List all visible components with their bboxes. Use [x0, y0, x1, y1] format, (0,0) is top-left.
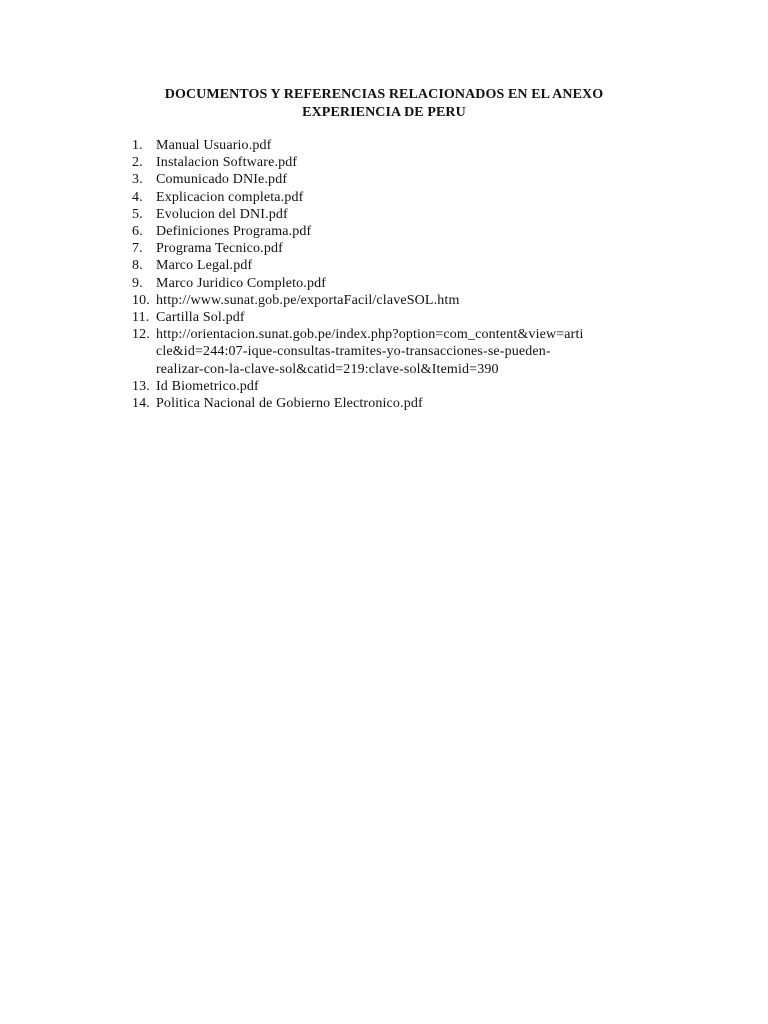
- list-item: [132, 378, 692, 395]
- item-number: 14.: [132, 396, 150, 412]
- item-text: Id Biometrico.pdf: [156, 378, 259, 394]
- item-url-link[interactable]: http://www.sunat.gob.pe/exportaFacil/claveSOL.htm: [156, 292, 460, 308]
- item-number: 1.: [132, 138, 143, 153]
- list-item: [132, 137, 692, 154]
- list-item: [132, 309, 692, 326]
- item-number: 13.: [132, 378, 150, 394]
- list-item: [132, 240, 692, 257]
- document-title: [100, 86, 668, 122]
- item-text: Marco Legal.pdf: [156, 258, 253, 274]
- url-line: http://orientacion.sunat.gob.pe/index.php?option=com_content&view=arti: [156, 327, 584, 343]
- item-text: Politica Nacional de Gobierno Electronico.pdf: [156, 396, 423, 412]
- item-number: 8.: [132, 258, 143, 274]
- list-item: [132, 275, 692, 292]
- item-number: 11.: [132, 310, 150, 326]
- item-text: Definiciones Programa.pdf: [156, 224, 312, 240]
- item-number: 12.: [132, 327, 150, 343]
- item-text: Manual Usuario.pdf: [156, 138, 272, 153]
- item-number: 3.: [132, 172, 143, 188]
- list-item: [132, 257, 692, 274]
- item-text: Cartilla Sol.pdf: [156, 310, 245, 326]
- title-line-1: DOCUMENTOS Y REFERENCIAS RELACIONADOS EN EL ANEXO: [164, 87, 604, 102]
- list-item: [132, 154, 692, 171]
- item-number: 5.: [132, 206, 143, 222]
- url-line: realizar-con-la-clave-sol&catid=219:clave-sol&Itemid=390: [156, 361, 499, 377]
- item-number: 7.: [132, 241, 143, 257]
- list-item: [132, 292, 692, 309]
- url-line: cle&id=244:07-ique-consultas-tramites-yo-transacciones-se-pueden-: [156, 344, 551, 360]
- item-number: 6.: [132, 224, 143, 240]
- list-item: [132, 326, 692, 378]
- item-number: 2.: [132, 155, 143, 171]
- item-number: 4.: [132, 189, 143, 205]
- list-item: [132, 395, 692, 412]
- item-number: 10.: [132, 292, 150, 308]
- item-text: Marco Juridico Completo.pdf: [156, 275, 327, 291]
- item-number: 9.: [132, 275, 143, 291]
- list-item: [132, 206, 692, 223]
- list-item: [132, 189, 692, 206]
- item-url-link[interactable]: [156, 326, 692, 378]
- item-text: Programa Tecnico.pdf: [156, 241, 283, 257]
- item-text: Evolucion del DNI.pdf: [156, 206, 288, 222]
- reference-list: [132, 137, 692, 412]
- list-item: [132, 171, 692, 188]
- item-text: Explicacion completa.pdf: [156, 189, 304, 205]
- item-text: Comunicado DNIe.pdf: [156, 172, 288, 188]
- item-text: Instalacion Software.pdf: [156, 155, 298, 171]
- list-item: [132, 223, 692, 240]
- title-line-2: EXPERIENCIA DE PERU: [302, 105, 466, 120]
